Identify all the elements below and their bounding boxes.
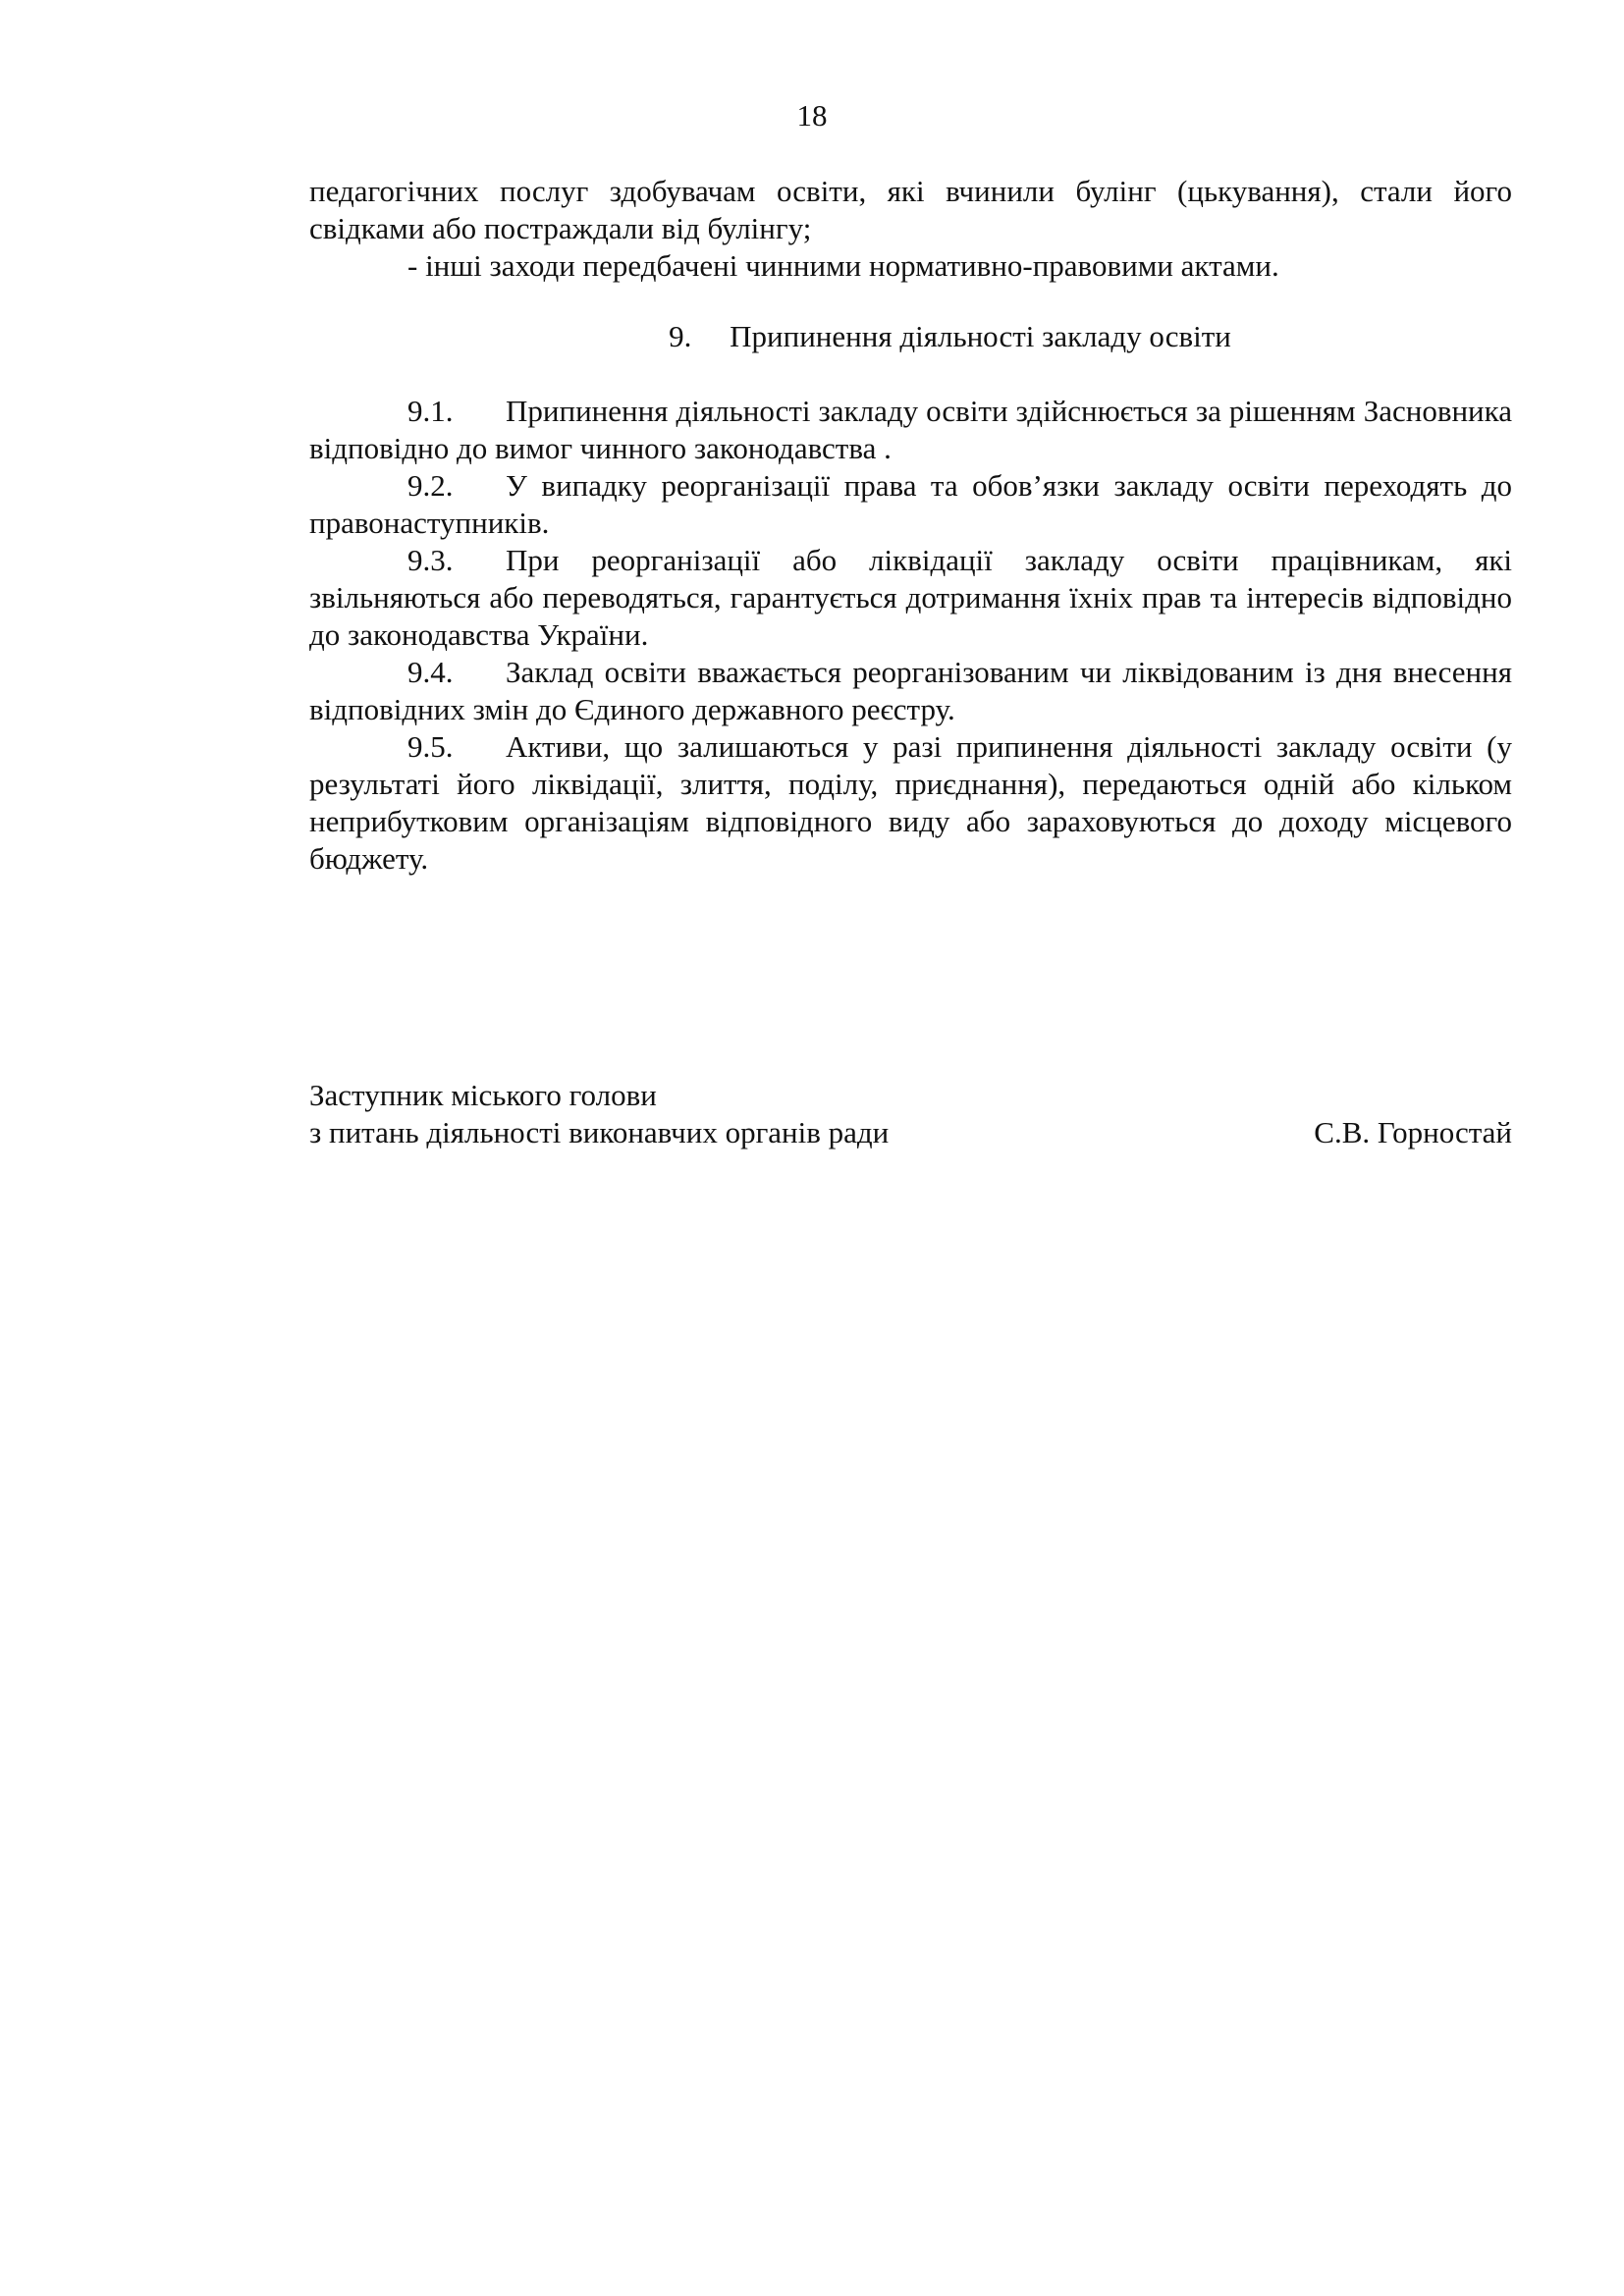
- clause-text: При реорганізації або ліквідації закладу освіти працівникам, які звільняються або переводяться, гарантується дотримання їхніх прав та інтересів відповідно до законодавства України.: [309, 543, 1512, 652]
- signature-block: [309, 1077, 1512, 1151]
- signatory-name: С.В. Горностай: [1314, 1115, 1512, 1149]
- page-number: 18: [796, 98, 828, 133]
- clause-text: У випадку реорганізації права та обов’язки закладу освіти переходять до правонаступників.: [309, 468, 1512, 540]
- clause-number: 9.1.: [407, 394, 454, 428]
- clause-9-3: [309, 542, 1512, 654]
- signatory-position-line2: з питань діяльності виконавчих органів ради: [309, 1115, 890, 1149]
- section-heading: [309, 318, 1512, 355]
- clause-text: Заклад освіти вважається реорганізованим чи ліквідованим із дня внесення відповідних змін до Єдиного державного реєстру.: [309, 655, 1512, 726]
- clause-9-2: [309, 467, 1512, 542]
- intro-continuation: педагогічних послуг здобувачам освіти, які вчинили булінг (цькування), стали його свідками або постраждали від булінгу;: [309, 174, 1512, 245]
- signatory-position-line1: Заступник міського голови: [309, 1078, 657, 1112]
- clause-number: 9.2.: [407, 468, 454, 503]
- intro-bullet: - інші заходи передбачені чинними нормативно-правовими актами.: [407, 248, 1279, 283]
- signature-row: [309, 1114, 1512, 1151]
- clause-text: Активи, що залишаються у разі припинення діяльності закладу освіти (у результаті його ліквідації, злиття, поділу, приєднання), передаються одній або кільком неприбутковим організаціям відповідного виду або зараховуються до доходу місцевого бюджету.: [309, 729, 1512, 876]
- clause-9-1: [309, 393, 1512, 467]
- clause-9-5: [309, 728, 1512, 878]
- clause-number: 9.3.: [407, 543, 454, 577]
- section-number: 9.: [669, 319, 692, 353]
- clause-text: Припинення діяльності закладу освіти здійснюється за рішенням Засновника відповідно до вимог чинного законодавства .: [309, 394, 1512, 465]
- clause-9-4: [309, 654, 1512, 728]
- clause-number: 9.5.: [407, 729, 454, 764]
- clause-number: 9.4.: [407, 655, 454, 689]
- document-body: [309, 173, 1512, 878]
- section-title: Припинення діяльності закладу освіти: [730, 319, 1231, 353]
